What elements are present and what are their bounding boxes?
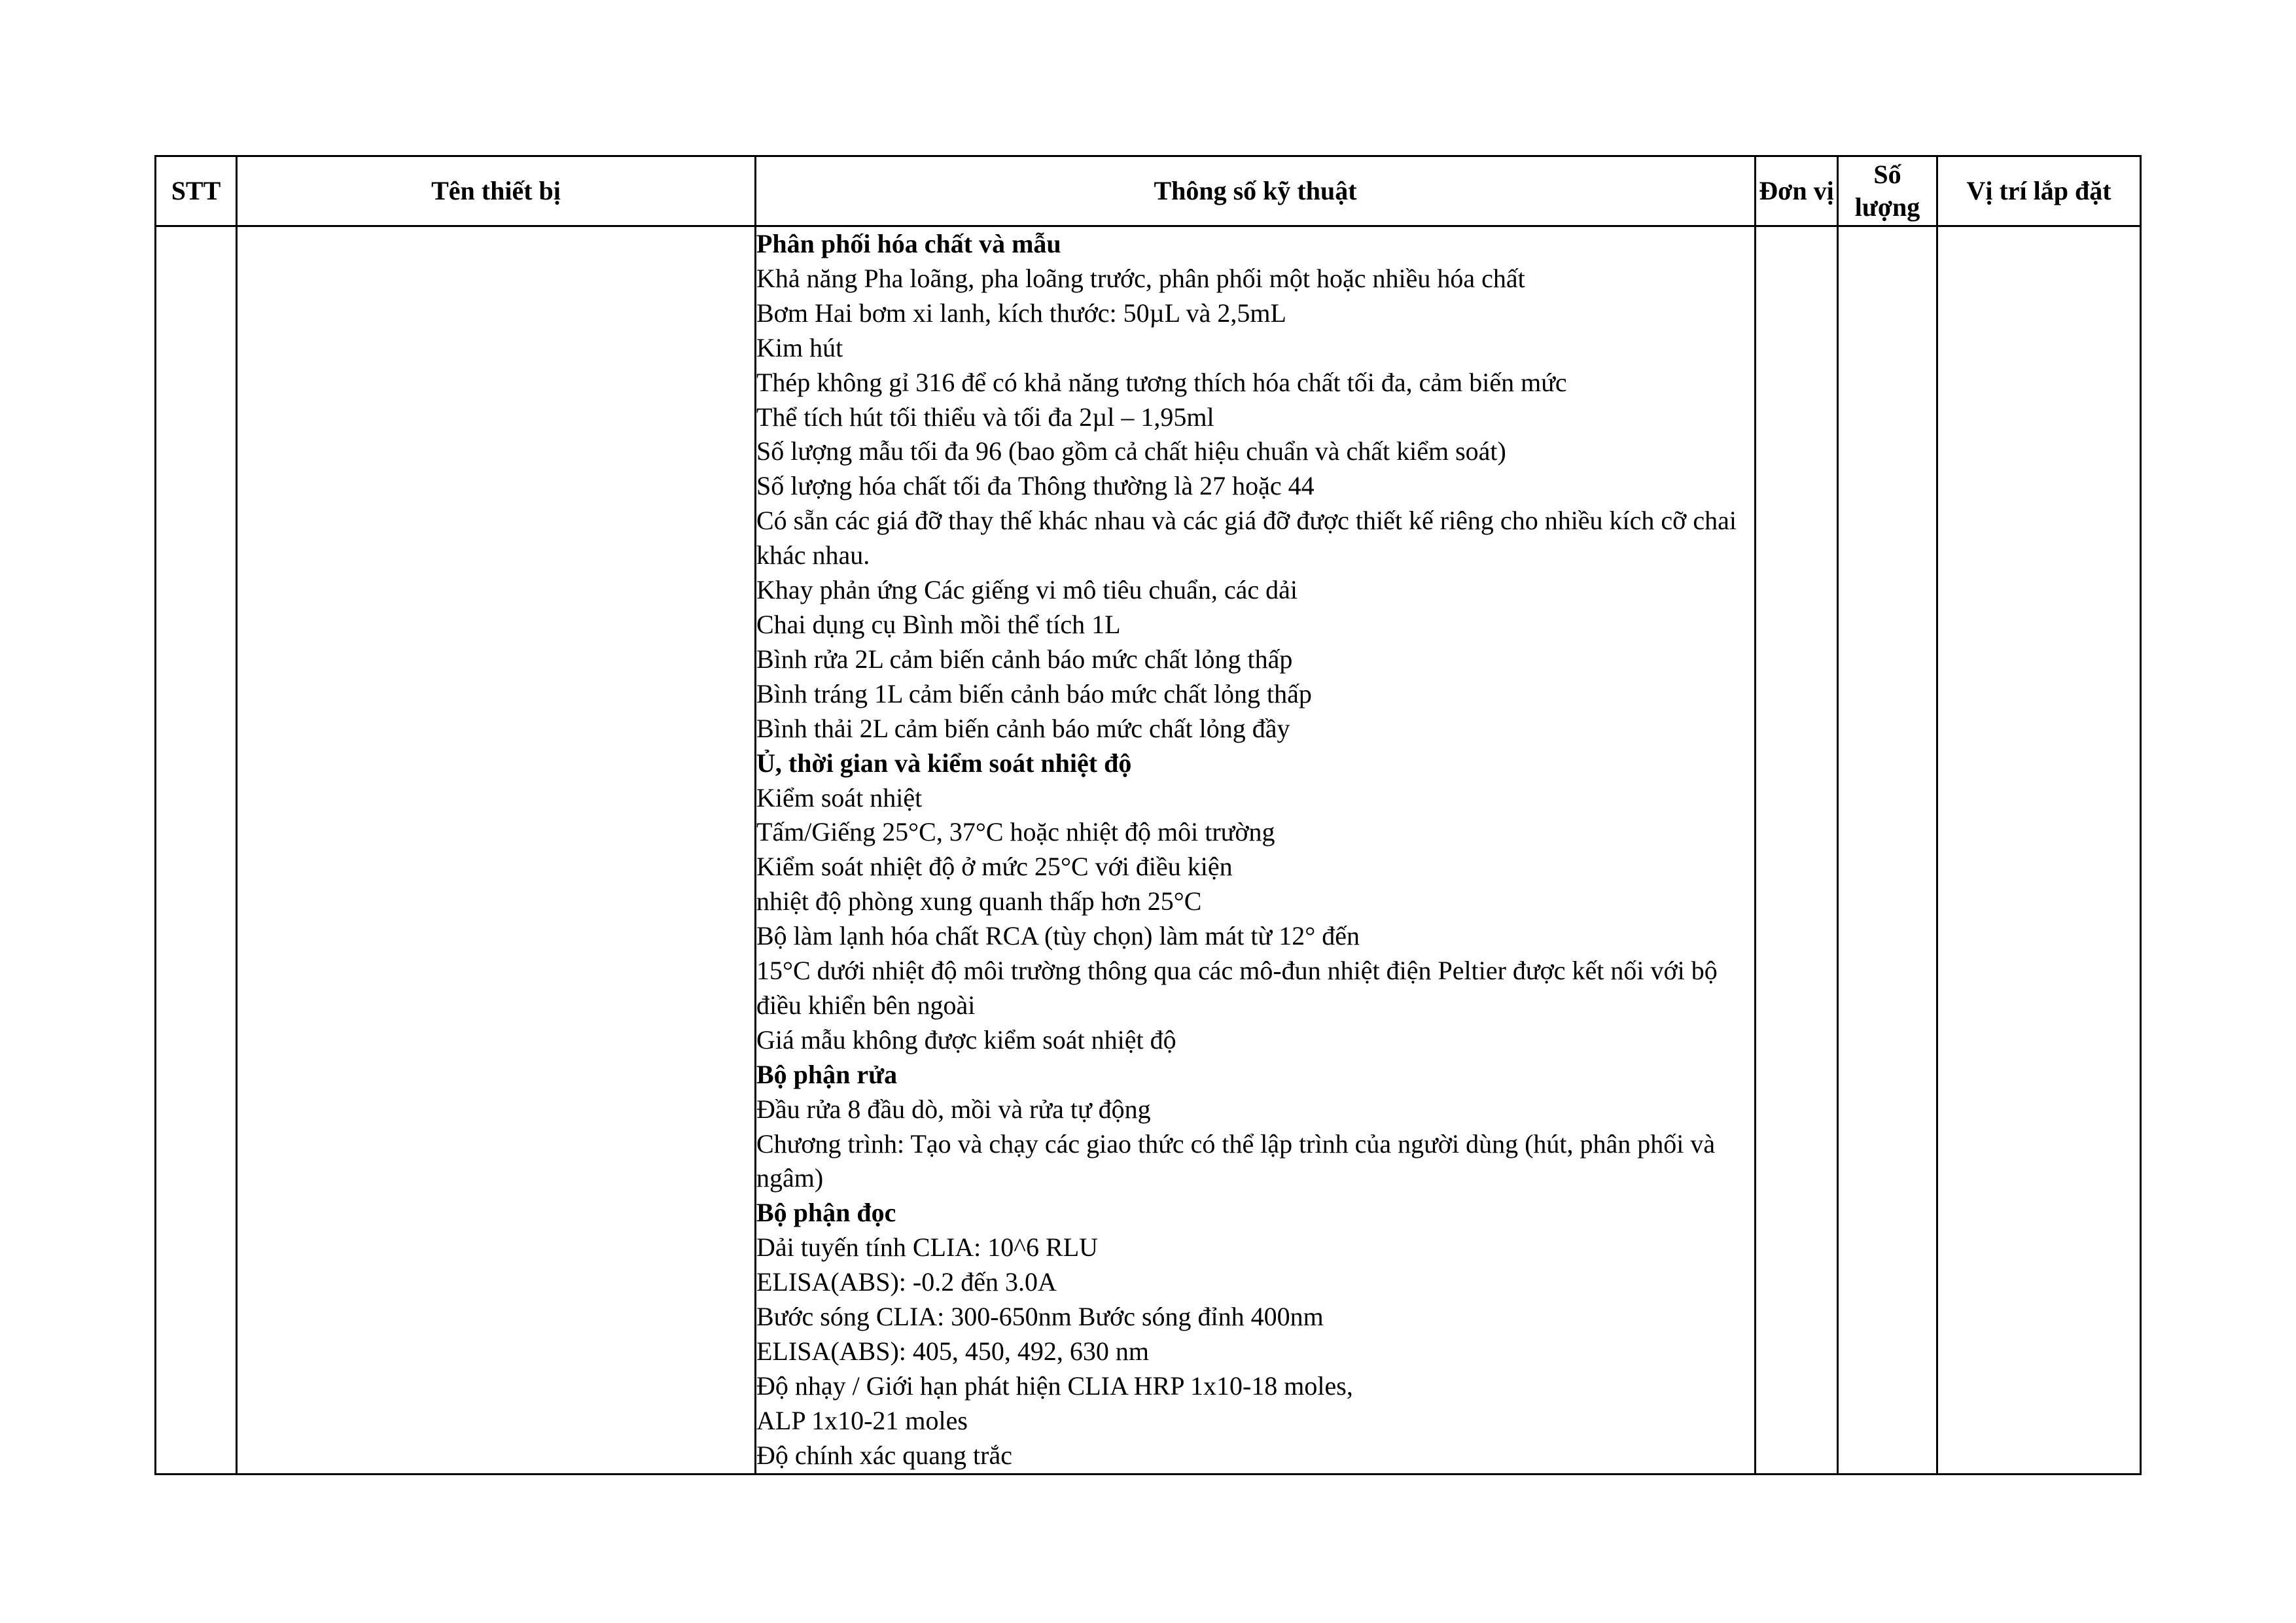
cell-technical-specs bbox=[756, 226, 1756, 1475]
cell-install-location bbox=[1937, 226, 2141, 1475]
spec-line: 15°C dưới nhiệt độ môi trường thông qua các mô-đun nhiệt điện Peltier được kết nối với bộ điều khiển bên ngoài bbox=[756, 956, 1718, 1020]
spec-line: Chương trình: Tạo và chạy các giao thức có thể lập trình của người dùng (hút, phân phối và ngâm) bbox=[756, 1128, 1716, 1193]
spec-section-heading: Bộ phận đọc bbox=[756, 1198, 896, 1228]
spec-line: Bộ làm lạnh hóa chất RCA (tùy chọn) làm mát từ 12° đến bbox=[756, 921, 1360, 951]
spec-line: Bình tráng 1L cảm biến cảnh báo mức chất lỏng thấp bbox=[756, 678, 1312, 708]
spec-line-list bbox=[756, 227, 1754, 1473]
cell-quantity bbox=[1838, 226, 1937, 1475]
spec-line: ELISA(ABS): -0.2 đến 3.0A bbox=[756, 1267, 1057, 1297]
table-header-row bbox=[156, 156, 2141, 226]
spec-line: Giá mẫu không được kiểm soát nhiệt độ bbox=[756, 1024, 1176, 1055]
equipment-spec-table bbox=[154, 155, 2142, 1475]
spec-line: Bước sóng CLIA: 300-650nm Bước sóng đỉnh 400nm bbox=[756, 1302, 1324, 1332]
spec-line: Bơm Hai bơm xi lanh, kích thước: 50µL và 2,5mL bbox=[756, 298, 1286, 328]
spec-line: Số lượng hóa chất tối đa Thông thường là 27 hoặc 44 bbox=[756, 471, 1315, 501]
spec-line: ALP 1x10-21 moles bbox=[756, 1405, 968, 1435]
spec-section-heading: Ủ, thời gian và kiểm soát nhiệt độ bbox=[756, 748, 1132, 778]
spec-line: Đầu rửa 8 đầu dò, mồi và rửa tự động bbox=[756, 1094, 1151, 1124]
header-quantity: Số lượng bbox=[1838, 156, 1937, 226]
header-technical-specs: Thông số kỹ thuật bbox=[756, 156, 1756, 226]
spec-line: Bình thải 2L cảm biến cảnh báo mức chất lỏng đầy bbox=[756, 713, 1290, 743]
cell-equipment-name bbox=[237, 226, 756, 1475]
spec-line: Số lượng mẫu tối đa 96 (bao gồm cả chất hiệu chuẩn và chất kiểm soát) bbox=[756, 436, 1506, 466]
spec-line: Tấm/Giếng 25°C, 37°C hoặc nhiệt độ môi trường bbox=[756, 817, 1275, 847]
header-stt: STT bbox=[156, 156, 237, 226]
spec-line: Kim hút bbox=[756, 332, 843, 362]
spec-line: Dải tuyến tính CLIA: 10^6 RLU bbox=[756, 1232, 1099, 1263]
header-install-location: Vị trí lắp đặt bbox=[1937, 156, 2141, 226]
spec-section-heading: Bộ phận rửa bbox=[756, 1059, 898, 1089]
spec-line: Khay phản ứng Các giếng vi mô tiêu chuẩn, các dải bbox=[756, 575, 1298, 605]
header-unit: Đơn vị bbox=[1756, 156, 1838, 226]
spec-line: Kiểm soát nhiệt bbox=[756, 782, 923, 812]
spec-line: Có sẵn các giá đỡ thay thế khác nhau và các giá đỡ được thiết kế riêng cho nhiều kích cỡ chai khác nhau. bbox=[756, 506, 1737, 570]
spec-section-heading: Phân phối hóa chất và mẫu bbox=[756, 229, 1061, 258]
spec-line: Thể tích hút tối thiểu và tối đa 2µl – 1,95ml bbox=[756, 402, 1214, 432]
header-equipment-name: Tên thiết bị bbox=[237, 156, 756, 226]
cell-stt bbox=[156, 226, 237, 1475]
spec-line: Kiểm soát nhiệt độ ở mức 25°C với điều kiện bbox=[756, 852, 1233, 882]
spec-line: Độ chính xác quang trắc bbox=[756, 1440, 1012, 1470]
spec-line: Chai dụng cụ Bình mồi thể tích 1L bbox=[756, 609, 1121, 639]
table-row bbox=[156, 226, 2141, 1475]
spec-line: Thép không gỉ 316 để có khả năng tương thích hóa chất tối đa, cảm biến mức bbox=[756, 367, 1567, 397]
spec-line: nhiệt độ phòng xung quanh thấp hơn 25°C bbox=[756, 886, 1202, 916]
cell-unit bbox=[1756, 226, 1838, 1475]
spec-line: Bình rửa 2L cảm biến cảnh báo mức chất lỏng thấp bbox=[756, 644, 1293, 674]
spec-line: Khả năng Pha loãng, pha loãng trước, phân phối một hoặc nhiều hóa chất bbox=[756, 263, 1525, 293]
spec-line: Độ nhạy / Giới hạn phát hiện CLIA HRP 1x10-18 moles, bbox=[756, 1370, 1353, 1401]
spec-line: ELISA(ABS): 405, 450, 492, 630 nm bbox=[756, 1336, 1149, 1366]
